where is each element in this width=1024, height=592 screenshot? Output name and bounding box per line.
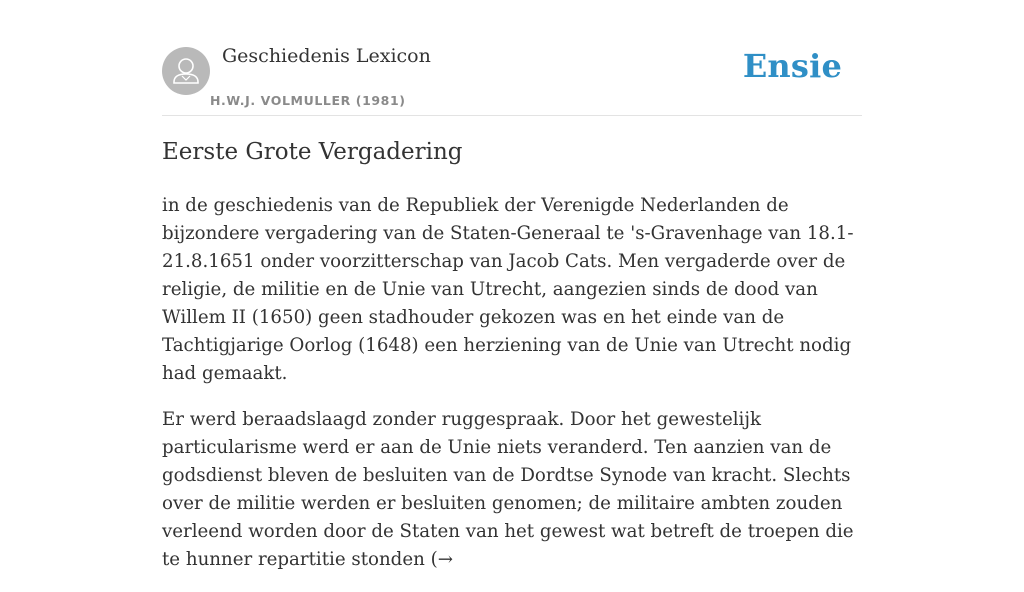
article-paragraph-2-text: Er werd beraadslaagd zonder ruggespraak. Door het gewestelijk particularisme werd er aan de Unie niets veranderd. Ten aanzien van de godsdienst bleven de besluiten van de Dordtse Synode van kracht. Slechts over de militie werden er besluiten genomen; de militaire ambten zouden verleend worden door de Staten van het gewest wat betreft de troepen die te hunner repartitie stonden ( <box>162 409 854 570</box>
entry-title: Eerste Grote Vergadering <box>162 139 463 165</box>
cross-reference-arrow-link[interactable]: → <box>437 549 453 570</box>
source-header <box>162 0 862 116</box>
user-avatar-icon <box>162 47 210 95</box>
article-paragraph-1: in de geschiedenis van de Republiek der Verenigde Nederlanden de bijzondere vergadering van de Staten-Generaal te 's-Gravenhage van 18.1-21.8.1651 onder voorzitterschap van Jacob Cats. Men vergaderde over de religie, de militie en de Unie van Utrecht, aangezien sinds de dood van Willem II (1650) geen stadhouder gekozen was en het einde van de Tachtigjarige Oorlog (1648) een herziening van de Unie van Utrecht nodig had gemaakt. <box>162 195 854 384</box>
source-title[interactable]: Geschiedenis Lexicon <box>222 45 431 67</box>
ensie-logo[interactable]: Ensie <box>742 47 842 85</box>
article-paragraph-2 <box>162 406 862 574</box>
source-author: H.W.J. VOLMULLER (1981) <box>210 93 406 108</box>
article-body <box>162 192 862 592</box>
